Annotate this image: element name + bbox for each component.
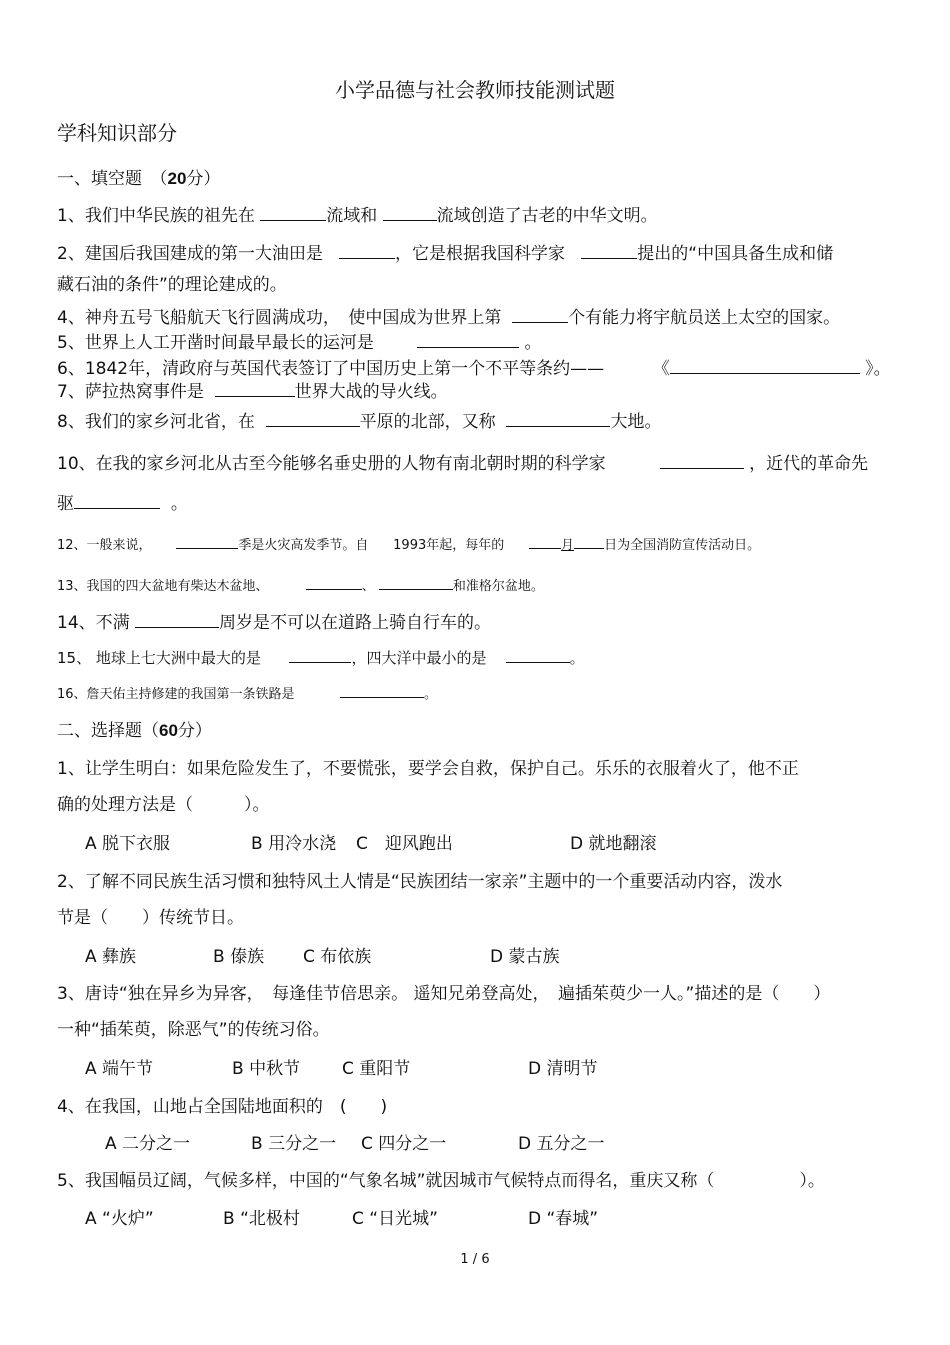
question-1: 1、我们中华民族的祖先在 流域和 流域创造了古老的中华文明。 [57,206,658,226]
choice-3-option-a: A 端午节 [85,1059,154,1079]
choice-5-option-a: A “火炉” [85,1209,154,1229]
page-title: 小学品德与社会教师技能测试题 [335,78,615,102]
question-2-cont: 藏石油的条件”的理论建成的。 [57,275,287,295]
choice-4-option-a: A 二分之一 [105,1134,191,1154]
question-7: 7、萨拉热窝事件是 世界大战的导火线。 [57,382,448,402]
choice-question-1: 1、让学生明白：如果危险发生了，不要慌张，要学会自救，保护自己。乐乐的衣服着火了，他不正 [57,759,799,779]
question-13: 13、我国的四大盆地有柴达木盆地、 、 和准格尔盆地。 [57,579,544,594]
choice-3-option-b: B 中秋节 [232,1059,301,1079]
part2-heading: 二、选择题（60分） [57,721,212,741]
choice-question-3: 3、唐诗“独在异乡为异客， 每逢佳节倍思亲。 遥知兄弟登高处， 遍插茱萸少一人。”描述的是（ ） [57,984,831,1004]
choice-question-2-cont: 节是（ ）传统节日。 [57,908,244,928]
choice-4-option-d: D 五分之一 [518,1134,605,1154]
choice-5-option-d: D “春城” [528,1209,599,1229]
choice-2-option-a: A 彝族 [85,947,137,967]
question-10-cont: 驱 。 [57,494,188,514]
question-15: 15、 地球上七大洲中最大的是 ，四大洋中最小的是 。 [57,649,585,667]
choice-1-option-a: A 脱下衣服 [85,834,171,854]
choice-question-2: 2、了解不同民族生活习惯和独特风土人情是“民族团结一家亲”主题中的一个重要活动内容，泼水 [57,872,783,892]
choice-question-5: 5、我国幅员辽阔，气候多样，中国的“气象名城”就因城市气候特点而得名，重庆又称（ ）。 [57,1171,825,1191]
question-6: 6、1842年，清政府与英国代表签订了中国历史上第一个不平等条约—— 《 》。 [57,359,891,379]
choice-5-option-b: B “北极村 [223,1209,300,1229]
choice-2-option-c: C 布依族 [303,947,372,967]
choice-1-option-b: B 用冷水浇 [251,834,337,854]
choice-5-option-c: C “日光城” [352,1209,438,1229]
choice-question-1-cont: 确的处理方法是（ ）。 [57,795,270,815]
choice-2-option-d: D 蒙古族 [490,947,560,967]
question-12: 12、一般来说， 季是火灾高发季节。自 1993年起，每年的 月 日为全国消防宣传活动日。 [57,538,761,553]
question-8: 8、我们的家乡河北省，在 平原的北部，又称 大地。 [57,412,662,432]
choice-1-option-d: D 就地翻滚 [570,834,657,854]
question-5: 5、世界上人工开凿时间最早最长的运河是 。 [57,333,542,353]
choice-1-option-c: C 迎风跑出 [356,834,453,854]
part1-heading: 一、填空题 （20分） [57,169,221,189]
question-10: 10、在我的家乡河北从古至今能够名垂史册的人物有南北朝时期的科学家 ，近代的革命先 [57,454,869,474]
question-16: 16、詹天佑主持修建的我国第一条铁路是 。 [57,687,438,702]
choice-4-option-b: B 三分之一 [251,1134,337,1154]
section-heading: 学科知识部分 [57,121,177,145]
choice-3-option-d: D 清明节 [528,1059,598,1079]
question-4: 4、神舟五号飞船航天飞行圆满成功， 使中国成为世界上第 个有能力将宇航员送上太空的国家。 [57,308,841,328]
question-14: 14、不满 周岁是不可以在道路上骑自行车的。 [57,613,492,633]
choice-3-option-c: C 重阳节 [342,1059,411,1079]
choice-2-option-b: B 傣族 [213,947,265,967]
choice-question-3-cont: 一种“插茱萸，除恶气”的传统习俗。 [57,1020,330,1040]
choice-question-4: 4、在我国，山地占全国陆地面积的 ( ) [57,1097,388,1117]
question-2: 2、建国后我国建成的第一大油田是 ，它是根据我国科学家 提出的“中国具备生成和储 [57,244,834,264]
choice-4-option-c: C 四分之一 [361,1134,447,1154]
page-number: 1 / 6 [460,1252,490,1267]
